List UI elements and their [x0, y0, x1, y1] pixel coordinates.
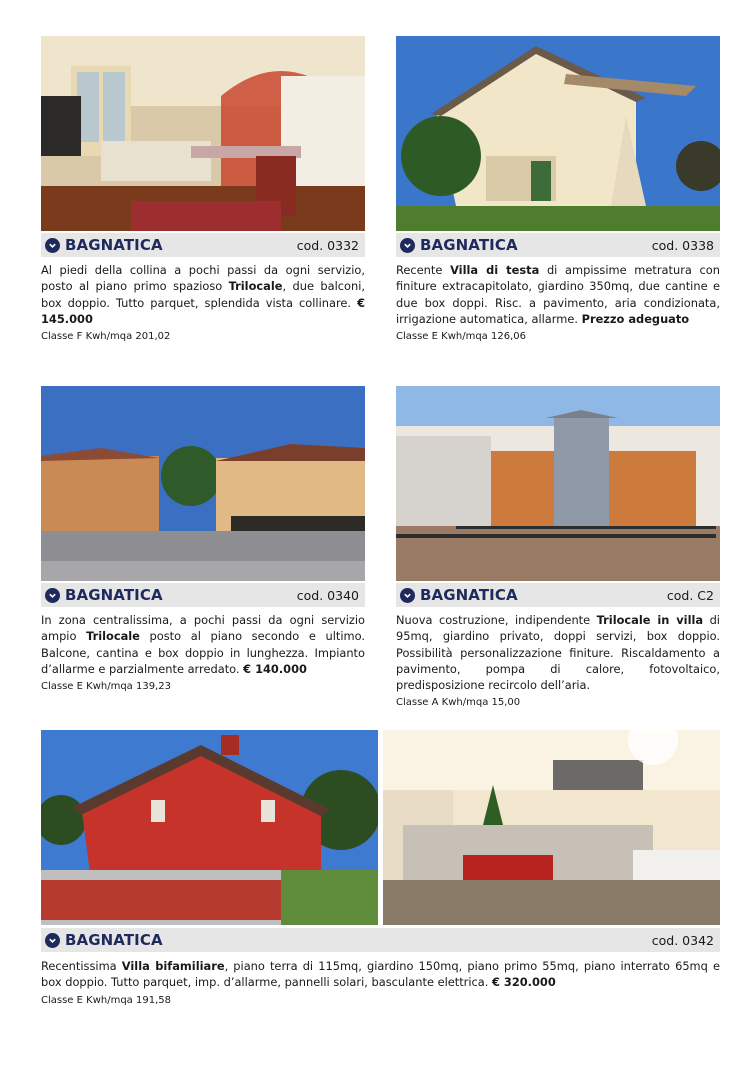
location-pin-icon	[45, 588, 60, 603]
listing-town: BAGNATICA	[65, 586, 163, 604]
listing-header	[41, 233, 365, 257]
highlight-text: Villa bifamiliare	[121, 959, 225, 973]
listing-town: BAGNATICA	[65, 236, 163, 254]
highlight-text: Trilocale	[228, 279, 283, 294]
highlight-text: Trilocale in villa	[596, 613, 704, 627]
listing-description	[396, 262, 720, 327]
photo-apartment-block	[41, 386, 365, 581]
listing-code: cod. C2	[666, 587, 714, 603]
listing-code: cod. 0340	[296, 587, 359, 603]
listing-town: BAGNATICA	[420, 236, 518, 254]
photo-interior-sofa	[383, 730, 720, 925]
description-text: In zona centralissima, a pochi passi da ogni servizio ampio	[41, 613, 365, 644]
photo-villa	[396, 36, 720, 231]
listing-description	[41, 958, 720, 991]
energy-class: Classe E Kwh/mqa 126,06	[396, 331, 526, 342]
listing-description	[41, 262, 365, 327]
listing-header	[396, 583, 720, 607]
energy-class: Classe A Kwh/mqa 15,00	[396, 697, 521, 708]
photo-living-room	[41, 36, 365, 231]
highlight-text: Trilocale	[86, 629, 140, 644]
description-text: , piano terra di 115mq, giardino 150mq, piano primo 55mq, piano interrato 65mq e box doppio. Tutto parquet, imp. d’allarme, pannelli solari, basculante elettrica.	[41, 959, 721, 990]
location-pin-icon	[400, 238, 415, 253]
listing-town: BAGNATICA	[65, 931, 163, 949]
description-text: di 95mq, giardino privato, doppi servizi, box doppio. Possibilità personalizzazione finiture. Riscaldamento a pavimento, pompa di calore, fotovoltaico, predisposizione recircolo dell’aria.	[396, 613, 720, 693]
description-text: Recentissima	[41, 959, 122, 973]
photo-red-villa	[41, 730, 378, 925]
listing-description	[396, 612, 720, 693]
location-pin-icon	[400, 588, 415, 603]
photo-new-construction	[396, 386, 720, 581]
description-text: posto al piano secondo e ultimo. Balcone, cantina e box doppio in lunghezza. Impianto d’allarme e parzialmente arredato.	[41, 629, 365, 676]
description-text: , due balconi, box doppio. Tutto parquet, splendida vista collinare.	[41, 279, 365, 310]
location-pin-icon	[45, 238, 60, 253]
listing-town: BAGNATICA	[420, 586, 518, 604]
energy-class: Classe E Kwh/mqa 191,58	[41, 995, 171, 1006]
energy-class: Classe F Kwh/mqa 201,02	[41, 331, 171, 342]
listing-description	[41, 612, 365, 677]
listing-header	[41, 583, 365, 607]
listing-code: cod. 0332	[296, 237, 359, 253]
description-text: di ampissime metratura con finiture extracapitolato, giardino 350mq, due cantine e due box doppi. Risc. a pavimento, aria condizionata, irrigazione automatica, allarme.	[396, 263, 720, 326]
description-text: Al piedi della collina a pochi passi da ogni servizio, posto al piano primo spazioso	[41, 263, 365, 294]
description-text: Recente	[396, 263, 451, 277]
highlight-text: Prezzo adeguato	[581, 311, 690, 326]
listing-code: cod. 0342	[651, 932, 714, 948]
highlight-text: € 140.000	[243, 661, 307, 676]
description-text: Nuova costruzione, indipendente	[396, 613, 597, 627]
highlight-text: € 320.000	[492, 975, 556, 990]
highlight-text: € 145.000	[41, 295, 365, 326]
listing-code: cod. 0338	[651, 237, 714, 253]
energy-class: Classe E Kwh/mqa 139,23	[41, 681, 171, 692]
listing-header	[396, 233, 720, 257]
highlight-text: Villa di testa	[450, 263, 540, 277]
listing-header	[41, 928, 720, 952]
location-pin-icon	[45, 933, 60, 948]
